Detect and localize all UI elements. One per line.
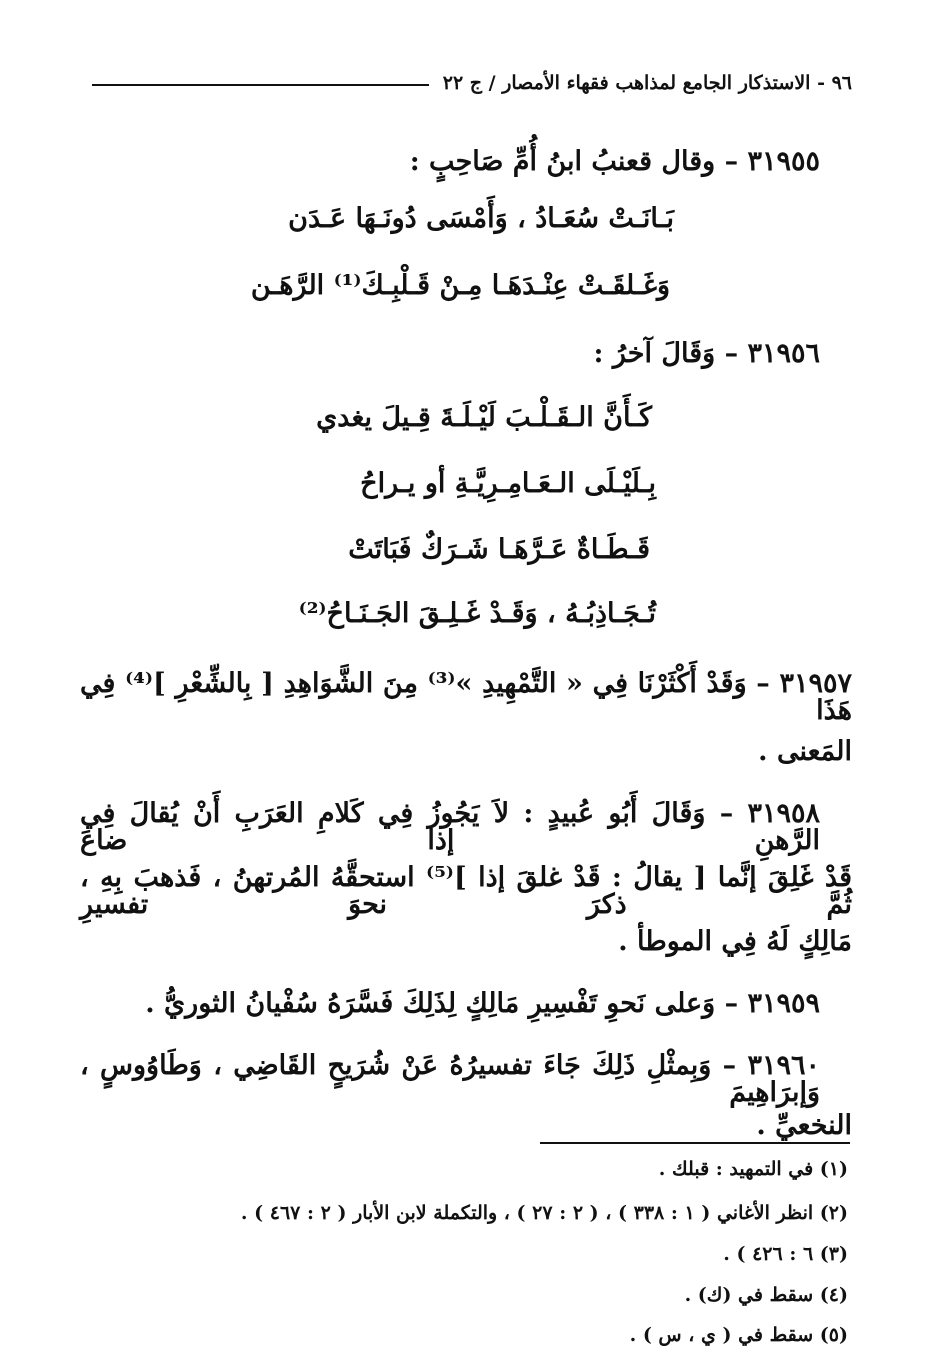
entry-31958-line-3: مَالِكٍ لَهُ فِي الموطأ . — [618, 926, 852, 957]
entry-31960-line-1: ٣١٩٦٠ – وَبِمثْلِ ذَلِكَ جَاءَ تفسيرُهُ عَنْ شُرَيحٍ القَاضِي ، وَطَاوُوسٍ ، وَإبرَاهِيمَ — [80, 1050, 820, 1108]
entry-31957-line-2: المَعنى . — [758, 736, 852, 767]
footnote-2: (٢) انظر الأغاني ( ١ : ٣٣٨ ) ، ( ٢ : ٢٧ ) ، والتكملة لابن الأبار ( ٢ : ٤٦٧ ) . — [240, 1202, 848, 1224]
footnote-3: (٣) ٦ : ٤٢٦ ) . — [723, 1243, 848, 1265]
verse-31956-4: تُـجَـاذِبُـهُ ، وَقَـدْ غَـلِـقَ الجَـنَـاحُ⁽²⁾ — [298, 598, 656, 629]
entry-31958-line-2: قَدْ غَلِقَ إنَّما [ يقالُ : قَدْ غلقَ إذا ]⁽⁵⁾ استحقَّهُ المُرتهنُ ، فَذهبَ بِهِ ، ثُمَّ ذكرَ نحوَ تفسيرِ — [80, 862, 852, 920]
verse-31955-1: بَـانَـتْ سُعَـادُ ، وَأَمْسَى دُونَـهَا عَـدَن — [288, 203, 674, 234]
verse-31956-2: بِـلَيْـلَى الـعَـامِـرِيَّـةِ أو يـراحُ — [360, 468, 656, 499]
header-rule — [92, 84, 429, 86]
footnote-1: (١) في التمهيد : قبلك . — [658, 1158, 848, 1180]
entry-31957-line-1: ٣١٩٥٧ – وَقَدْ أَكْثَرْنَا فِي « التَّمْهِيدِ »⁽³⁾ مِنَ الشَّوَاهِدِ [ بِالشِّعْرِ ]⁽⁴⁾ فِي هَذَا — [80, 668, 852, 726]
entry-31960-line-2: النخعيِّ . — [756, 1110, 852, 1141]
running-header — [92, 66, 852, 100]
footnote-4: (٤) سقط في (ك) . — [684, 1284, 848, 1306]
entry-31956-intro: ٣١٩٥٦ – وَقَالَ آخرُ : — [593, 338, 820, 369]
entry-31959-line-1: ٣١٩٥٩ – وَعلى نَحوِ تَفْسِيرِ مَالِكٍ لِذَلِكَ فَسَّرَهُ سُفْيانُ الثوريُّ . — [145, 988, 820, 1019]
footnote-separator — [540, 1142, 850, 1144]
running-header-text: ٩٦ - الاستذكار الجامع لمذاهب فقهاء الأمصار / ج ٢٢ — [442, 72, 852, 94]
footnote-5: (٥) سقط في ( ي ، س ) . — [629, 1324, 848, 1346]
verse-31956-1: كَـأَنَّ الـقَـلْـبَ لَيْـلَـةَ قِـيلَ يغدي — [316, 402, 652, 433]
verse-31956-3: قَـطَـاةٌ عَـرَّهَـا شَـرَكٌ فَبَاتَتْ — [348, 534, 650, 565]
entry-31958-line-1: ٣١٩٥٨ – وَقَالَ أَبُو عُبيدٍ : لاَ يَجُوزُ فِي كَلامِ العَرَبِ أَنْ يُقالَ فِي الرَّهنِ إذا ضاعَ — [80, 798, 820, 856]
verse-31955-2: وَغَـلقَـتْ عِنْـدَهَـا مِـنْ قَـلْبِـكَ⁽¹⁾ الرَّهَـن — [250, 270, 670, 301]
entry-31955-intro: ٣١٩٥٥ – وقال قعنبُ ابنُ أُمِّ صَاحِبٍ : — [409, 146, 820, 177]
